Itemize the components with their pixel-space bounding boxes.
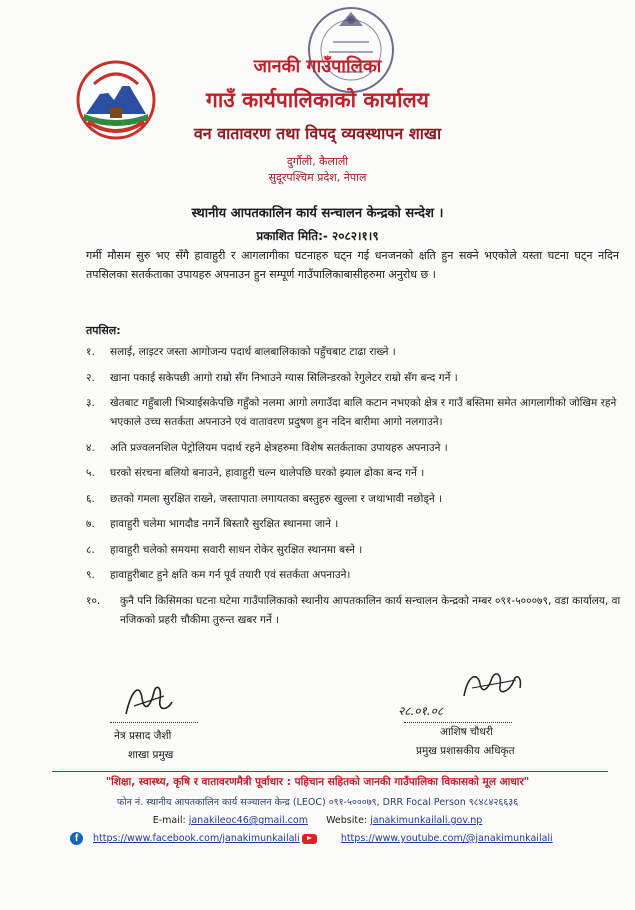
item-number: ५. — [86, 467, 95, 479]
item-text: खाना पकाई सकेपछी आगो राम्रो सँग निभाउने ग्यास सिलिन्डरको रेगुलेटर राम्रो सँग बन्द गर्ने । — [110, 371, 458, 384]
signatory-name-right: आशिष चौधरी — [440, 726, 493, 738]
item-number: १. — [86, 346, 95, 358]
left-signature — [118, 678, 178, 724]
signatory-role-left: शाखा प्रमुख — [128, 749, 174, 761]
office-location: दुर्गौली, कैलाली — [286, 155, 349, 168]
youtube-link[interactable]: https://www.youtube.com/@janakimunkailali — [340, 833, 553, 844]
signatory-name-left: नेत्र प्रसाद जैशी — [114, 730, 172, 742]
item-text: हावाहुरी चलेमा भागदौड नगर्ने बिस्तारै सुरक्षित स्थानमा जाने । — [110, 518, 339, 530]
facebook-icon[interactable]: f — [70, 832, 83, 845]
item-number: ७. — [86, 518, 95, 530]
list-item — [86, 343, 622, 362]
footer-contact: फोन नं. स्थानीय आपतकालिन कार्य सञ्चालन केन्द्र (LEOC) ०९१-५०००७९, DRR Focal Person ९८४८४२६६३६ — [116, 797, 519, 808]
list-item — [86, 566, 622, 585]
item-text: हावाहुरीबाट हुने क्षति कम गर्न पूर्व तयारी एवं सतर्कता अपनाउने। — [110, 569, 351, 581]
list-item — [86, 490, 622, 509]
office-name: गाउँ कार्यपालिकाको कार्यालय — [206, 88, 429, 112]
item-number: ९. — [86, 569, 95, 581]
footer-slogan: "शिक्षा, स्वास्थ्य, कृषि र वातावरणमैत्री पूर्वाधार : पहिचान सहितको जानकी गाउँपालिका विकासको मूल आधार" — [105, 776, 530, 788]
signature-line — [110, 722, 198, 723]
list-item — [86, 464, 622, 483]
office-seal-stamp — [305, 2, 397, 97]
website-link[interactable]: janakimunkailali.gov.np — [370, 815, 483, 826]
list-item — [86, 439, 622, 458]
item-number: ३. — [86, 397, 95, 409]
item-text: सलाई, लाइटर जस्ता आगोजन्य पदार्थ बालबालिकाको पहुँचबाट टाढा राख्ने । — [110, 346, 396, 358]
municipality-name: जानकी गाउँपालिका — [253, 56, 382, 77]
right-signature — [458, 666, 528, 706]
item-text: घरको संरचना बलियो बनाउने, हावाहुरी चल्न थालेपछि घरको झ्याल ढोका बन्द गर्ने । — [110, 467, 425, 479]
item-number: ४. — [86, 441, 95, 454]
signatory-role-right: प्रमुख प्रशासकीय अधिकृत — [416, 745, 515, 757]
youtube-icon[interactable] — [302, 834, 317, 844]
footer-social-links — [70, 832, 610, 845]
footer-divider — [52, 771, 608, 772]
branch-name: वन वातावरण तथा विपद् व्यवस्थापन शाखा — [193, 124, 442, 143]
item-number: ८. — [86, 543, 95, 556]
list-item — [86, 515, 622, 534]
signature-date: २८.०१.०८ — [398, 704, 444, 718]
notice-title: स्थानीय आपतकालिन कार्य सन्चालन केन्द्रको सन्देश । — [191, 206, 444, 221]
item-text: छतको गमला सुरक्षित राख्ने, जस्तापाता लगायतका बस्तुहरु खुल्ला र जथाभावी नछोड्ने । — [110, 492, 443, 505]
list-item — [86, 369, 622, 388]
item-text: हावाहुरी चलेको समयमा सवारी साधन रोकेर सुरक्षित स्थानमा बस्ने । — [110, 543, 363, 556]
province-name: सुदूरपश्चिम प्रदेश, नेपाल — [268, 171, 367, 184]
list-item — [86, 394, 622, 432]
item-number: १०. — [86, 594, 101, 607]
list-item — [86, 541, 622, 560]
signature-line — [404, 722, 512, 723]
facebook-link[interactable]: https://www.facebook.com/janakimunkailali — [93, 833, 300, 844]
item-text: अति प्रज्वलनशिल पेट्रोलियम पदार्थ रहने क्षेत्रहरुमा विशेष सतर्कताका उपायहरु अपनाउने । — [110, 441, 448, 454]
item-number: ६. — [86, 492, 95, 505]
item-number: २. — [86, 371, 95, 384]
list-item — [86, 592, 622, 630]
notice-intro: गर्मी मौसम सुरु भए सँगै हावाहुरी र आगलागीका घटनाहरु घट्न गई धनजनको क्षति हुन सक्ने भएकोले यस्ता घटना घट्न नदिन तपसिलका सतर्कताका उपायहरु अपनाउन हुन सम्पूर्ण गाउँपालिकाबासीहरुमा अनुरोध छ । — [86, 249, 619, 281]
footer-email-website — [0, 815, 635, 826]
item-text: खेतबाट गहुँबाली भित्र्याईसकेपछि गहुँको नलमा आगो लगाउँदा बालि कटान नभएको क्षेत्र र गाउँ बस्तिमा समेत आगलागीको जोखिम रहने भएकाले उच्च सतर्कता अपनाउने एवं वातावरण प्रदुषण हुन नदिन बारीमा आगो नलगाउने। — [110, 397, 617, 428]
website-label: Website: — [326, 815, 368, 826]
email-label: E-mail: — [152, 815, 186, 826]
email-link[interactable]: janakileoc46@gmail.com — [188, 815, 308, 826]
precaution-list — [86, 340, 622, 636]
published-date: प्रकाशित मिति:- २०८२।१।९ — [256, 229, 379, 243]
details-label: तपसिल: — [86, 324, 121, 337]
item-text: कुनै पनि किसिमका घटना घटेमा गाउँपालिकाको स्थानीय आपतकालिन कार्य सन्चालन केन्द्रको नम्बर ०९१-५०००७९, वडा कार्यालय, वा नजिकको प्रहरी चौकीमा तुरुन्त खबर गर्ने । — [120, 594, 621, 626]
